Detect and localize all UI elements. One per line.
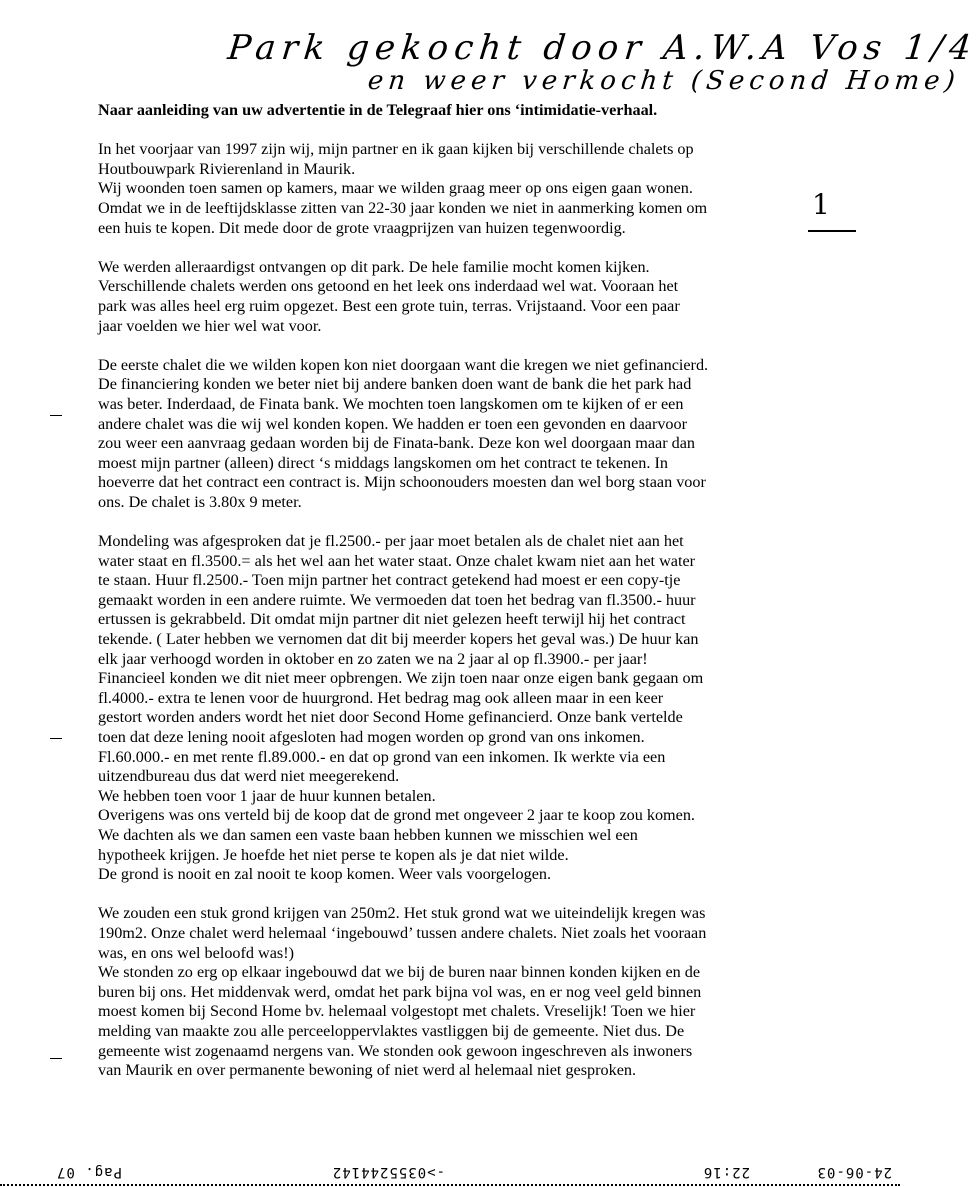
text-line: gestort worden anders wordt het niet door Second Home gefinancierd. Onze bank vertelde <box>98 708 683 727</box>
fax-page: Pag. 07 <box>55 1164 122 1180</box>
text-line: tekende. ( Later hebben we vernomen dat dit bij meerder kopers het geval was.) De huur kan <box>98 630 699 649</box>
letter-body <box>98 101 798 1100</box>
fax-header-upside-down <box>0 1160 900 1182</box>
text-line: gemeente wist zogenaamd nergens van. We stonden ook gewoon ingeschreven als inwoners <box>98 1041 693 1060</box>
handwritten-line-1: Park gekocht door A.W.A Vos 1/4 <box>225 28 979 68</box>
text-line: park was alles heel erg ruim opgezet. Best een grote tuin, terras. Vrijstaand. Voor een paar <box>98 296 680 315</box>
text-line: elk jaar verhoogd worden in oktober en zo zaten we na 2 jaar al op fl.3900.- per jaar! <box>98 649 648 668</box>
text-line: We zouden een stuk grond krijgen van 250m2. Het stuk grond wat we uiteindelijk kregen was <box>98 904 706 923</box>
text-line: Omdat we in de leeftijdsklasse zitten van 22-30 jaar konden we niet in aanmerking komen om <box>98 198 708 217</box>
text-line: In het voorjaar van 1997 zijn wij, mijn partner en ik gaan kijken bij verschillende chalets op <box>98 140 694 159</box>
text-line: We stonden zo erg op elkaar ingebouwd dat we bij de buren naar binnen konden kijken en de <box>98 963 701 982</box>
text-line: was beter. Inderdaad, de Finata bank. We mochten toen langskomen om te kijken of er een <box>98 394 684 413</box>
text-line: ons. De chalet is 3.80x 9 meter. <box>98 492 302 511</box>
margin-dash <box>50 1058 62 1059</box>
fax-number: ->0355244142 <box>331 1164 445 1180</box>
text-line: jaar voelden we hier wel wat voor. <box>98 316 322 335</box>
text-line: We dachten als we dan samen een vaste baan hebben kunnen we misschien wel een <box>98 825 638 844</box>
paragraph <box>98 532 798 885</box>
text-line: moest mijn partner (alleen) direct ‘s middags langskomen om het contract te tekenen. In <box>98 453 668 472</box>
text-line: hypotheek krijgen. Je hoefde het niet perse te kopen als je dat niet wilde. <box>98 845 569 864</box>
text-line: Verschillende chalets werden ons getoond en het leek ons inderdaad wel wat. Vooraan het <box>98 277 679 296</box>
text-line: De grond is nooit en zal nooit te koop komen. Weer vals voorgelogen. <box>98 865 552 884</box>
paragraph <box>98 258 798 336</box>
text-line: moest komen bij Second Home bv. helemaal volgestopt met chalets. Vreselijk! Toen we hier <box>98 1002 696 1021</box>
text-line: buren bij ons. Het middenvak werd, omdat het park bijna vol was, en er nog veel geld binnen <box>98 982 702 1001</box>
text-line: Wij woonden toen samen op kamers, maar we wilden graag meer op ons eigen gaan wonen. <box>98 179 693 198</box>
text-line: fl.4000.- extra te lenen voor de huurgrond. Het bedrag mag ook alleen maar in een keer <box>98 688 664 707</box>
text-line: We hebben toen voor 1 jaar de huur kunnen betalen. <box>98 786 436 805</box>
paragraph <box>98 904 798 1080</box>
paragraph <box>98 140 798 238</box>
paragraph <box>98 356 798 513</box>
text-line: Mondeling was afgesproken dat je fl.2500.- per jaar moet betalen als de chalet niet aan het <box>98 532 684 551</box>
text-line: Financieel konden we dit niet meer opbrengen. We zijn toen naar onze eigen bank gegaan om <box>98 669 704 688</box>
fax-time: 22:16 <box>702 1164 750 1180</box>
margin-dash <box>50 415 62 416</box>
text-line: melding van maakte zou alle perceeloppervlaktes vastliggen bij de gemeente. Niet dus. De <box>98 1021 685 1040</box>
text-line: uitzendbureau dus dat werd niet meegerekend. <box>98 767 400 786</box>
text-line: Overigens was ons verteld bij de koop dat de grond met ongeveer 2 jaar te koop zou komen. <box>98 806 695 825</box>
text-line: De eerste chalet die we wilden kopen kon niet doorgaan want die kregen we niet gefinancierd. <box>98 355 709 374</box>
fax-dotted-rule <box>0 1184 900 1186</box>
text-line: 190m2. Onze chalet werd helemaal ‘ingebouwd’ tussen andere chalets. Niet zoals het vooraan <box>98 923 707 942</box>
text-line: ertussen is gekrabbeld. Dit omdat mijn partner dit niet gelezen heeft terwijl hij het contract <box>98 610 686 629</box>
handwritten-line-2: en weer verkocht (Second Home) <box>366 66 962 96</box>
text-line: De financiering konden we beter niet bij andere banken doen want de bank die het park had <box>98 375 692 394</box>
text-line: was, en ons wel beloofd was!) <box>98 943 294 962</box>
margin-underline <box>808 230 856 232</box>
text-line: water staat en fl.3500.= als het wel aan het water staat. Onze chalet kwam niet aan het water <box>98 551 696 570</box>
margin-page-number: 1 <box>812 188 830 221</box>
margin-dash <box>50 738 62 739</box>
text-line: We werden alleraardigst ontvangen op dit park. De hele familie mocht komen kijken. <box>98 257 650 276</box>
text-line: zou weer een aanvraag gedaan worden bij de Finata-bank. Deze kon wel doorgaan maar dan <box>98 434 696 453</box>
fax-date: 24-06-03 <box>816 1164 892 1180</box>
text-line: toen dat deze lening nooit afgesloten had mogen worden op grond van ons inkomen. <box>98 728 645 746</box>
text-line: Fl.60.000.- en met rente fl.89.000.- en dat op grond van een inkomen. Ik werkte via een <box>98 747 666 766</box>
text-line: gemaakt worden in een andere ruimte. We vermoeden dat toen het bedrag van fl.3500.- huur <box>98 590 696 609</box>
letter-heading: Naar aanleiding van uw advertentie in de Telegraaf hier ons ‘intimidatie-verhaal. <box>98 101 658 119</box>
text-line: Houtbouwpark Rivierenland in Maurik. <box>98 159 356 178</box>
text-line: hoeverre dat het contract een contract is. Mijn schoonouders moesten dan wel borg staan voor <box>98 473 706 492</box>
text-line: andere chalet was die wij wel konden kopen. We hadden er toen een gevonden en daarvoor <box>98 414 688 433</box>
text-line: van Maurik en over permanente bewoning of niet werd al helemaal niet gesproken. <box>98 1061 637 1080</box>
text-line: te staan. Huur fl.2500.- Toen mijn partner het contract getekend had moest er een copy-tje <box>98 571 681 590</box>
paragraphs <box>98 140 798 1081</box>
text-line: een huis te kopen. Dit mede door de grote vraagprijzen van huizen tegenwoordig. <box>98 218 626 237</box>
